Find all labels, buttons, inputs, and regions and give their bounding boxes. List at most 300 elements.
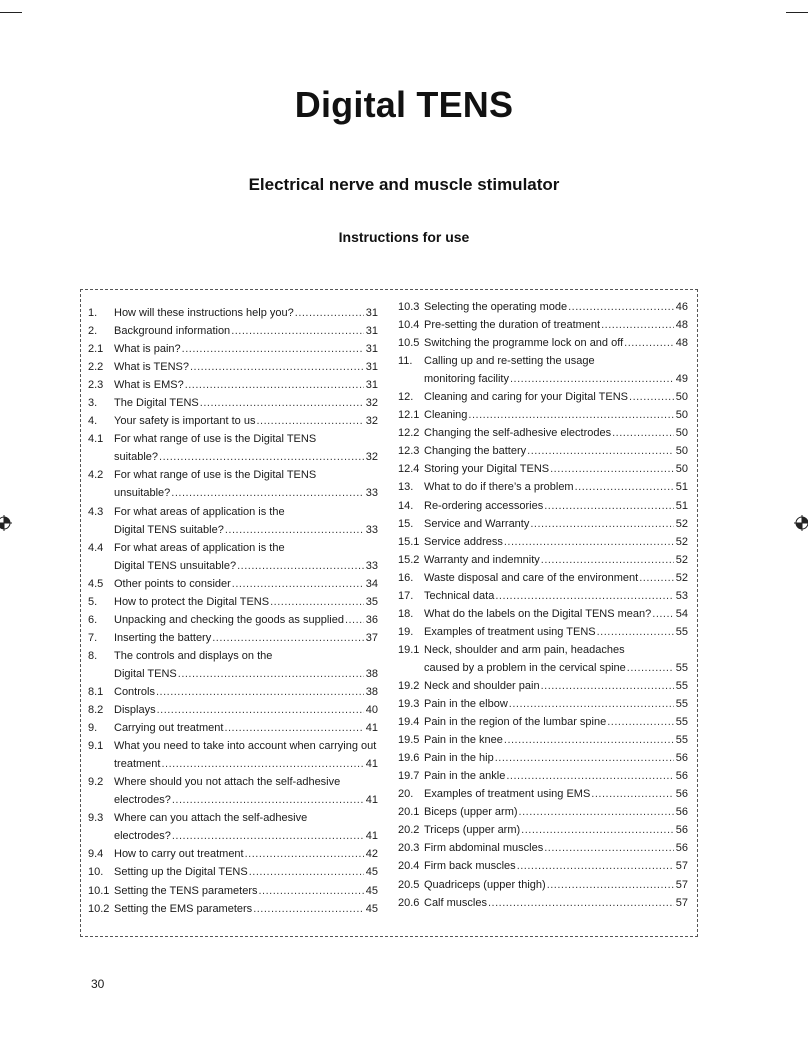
toc-leader-dots xyxy=(200,394,364,412)
toc-entry-number: 19.6 xyxy=(398,752,420,765)
toc-entry-page: 55 xyxy=(675,698,688,711)
toc-entry-title: Cleaning xyxy=(424,409,468,422)
toc-entry-page: 32 xyxy=(365,397,378,410)
toc-entry-page: 35 xyxy=(365,595,378,608)
toc-leader-dots xyxy=(544,497,674,515)
toc-entry-title: treatment xyxy=(114,758,161,771)
toc-entry xyxy=(88,701,378,719)
toc-leader-dots xyxy=(624,334,674,352)
toc-entry xyxy=(88,575,378,593)
toc-entry-page: 33 xyxy=(365,559,378,572)
toc-leader-dots xyxy=(541,677,674,695)
toc-entry-number: 12. xyxy=(398,391,414,404)
toc-entry-number: 20.4 xyxy=(398,860,420,873)
toc-entry-page: 31 xyxy=(365,325,378,338)
toc-entry-title: Selecting the operating mode xyxy=(424,301,568,313)
toc-entry-number: 10. xyxy=(88,866,104,879)
toc-entry xyxy=(398,767,688,785)
toc-entry-title: Unpacking and checking the goods as supplied xyxy=(114,613,344,626)
toc-entry xyxy=(88,845,378,863)
toc-entry-number: 20. xyxy=(398,788,414,801)
toc-entry-title: unsuitable? xyxy=(114,487,171,500)
toc-entry-page: 55 xyxy=(675,661,688,674)
toc-leader-dots xyxy=(258,882,363,900)
toc-entry-title: Pre-setting the duration of treatment xyxy=(424,319,601,332)
toc-entry-page: 37 xyxy=(365,631,378,644)
registration-mark-icon xyxy=(0,515,12,531)
toc-entry xyxy=(398,695,688,713)
toc-entry-title: Setting the TENS parameters xyxy=(114,884,258,897)
toc-entry-number: 10.2 xyxy=(88,902,110,915)
toc-entry xyxy=(398,713,688,731)
toc-entry xyxy=(398,551,688,569)
toc-entry-title: Pain in the ankle xyxy=(424,770,506,783)
toc-entry xyxy=(88,376,378,394)
crop-mark-top-right xyxy=(786,12,808,13)
toc-entry-number: 20.6 xyxy=(398,896,420,909)
toc-leader-dots xyxy=(504,533,674,551)
toc-entry-page: 38 xyxy=(365,667,378,680)
toc-entry xyxy=(88,629,378,647)
toc-entry-page: 50 xyxy=(675,427,688,440)
toc-entry-title: Setting up the Digital TENS xyxy=(114,866,248,879)
toc-entry-number: 4.4 xyxy=(88,541,104,554)
toc-leader-dots xyxy=(172,791,364,809)
toc-leader-dots xyxy=(237,557,364,575)
toc-entry-title: suitable? xyxy=(114,451,159,464)
toc-leader-dots xyxy=(249,863,364,881)
toc-entry-title: What is EMS? xyxy=(114,379,184,392)
toc-entry xyxy=(398,821,688,839)
toc-entry-page: 41 xyxy=(365,722,378,735)
toc-column-left xyxy=(88,304,378,918)
toc-entry-number: 8.2 xyxy=(88,704,104,717)
toc-entry-title: Digital TENS unsuitable? xyxy=(114,559,237,572)
toc-entry-title: How will these instructions help you? xyxy=(114,307,294,319)
toc-entry xyxy=(398,857,688,875)
toc-entry-number: 2. xyxy=(88,325,98,338)
toc-entry-title: electrodes? xyxy=(114,794,171,807)
toc-entry-title: For what range of use is the Digital TENS xyxy=(114,433,317,446)
toc-entry xyxy=(398,641,688,677)
toc-entry xyxy=(398,876,688,894)
toc-entry-number: 14. xyxy=(398,499,414,512)
toc-entry xyxy=(88,809,378,845)
toc-leader-dots xyxy=(495,749,674,767)
toc-entry-page: 45 xyxy=(365,884,378,897)
toc-entry xyxy=(88,719,378,737)
toc-entry-title: Re-ordering accessories xyxy=(424,499,544,512)
toc-leader-dots xyxy=(190,358,364,376)
toc-entry-title: Service address xyxy=(424,535,503,548)
toc-entry-title: Neck, shoulder and arm pain, headaches xyxy=(424,643,625,656)
toc-entry-title: What do the labels on the Digital TENS mean? xyxy=(424,607,652,620)
toc-entry xyxy=(398,623,688,641)
toc-entry-page: 55 xyxy=(675,716,688,729)
toc-entry-title: How to protect the Digital TENS xyxy=(114,595,270,608)
toc-entry-number: 4.2 xyxy=(88,469,104,482)
toc-leader-dots xyxy=(212,629,364,647)
toc-entry-title: For what areas of application is the xyxy=(114,541,285,554)
toc-entry xyxy=(398,515,688,533)
toc-leader-dots xyxy=(652,605,673,623)
toc-entry-number: 2.2 xyxy=(88,361,104,374)
toc-entry xyxy=(398,497,688,515)
toc-entry-title: Your safety is important to us xyxy=(114,415,256,428)
toc-entry-number: 4.1 xyxy=(88,433,104,446)
toc-entry xyxy=(88,340,378,358)
toc-entry-page: 50 xyxy=(675,463,688,476)
toc-entry-title: Pain in the elbow xyxy=(424,698,508,711)
toc-entry-page: 56 xyxy=(675,806,688,819)
document-subtitle: Electrical nerve and muscle stimulator xyxy=(248,175,560,194)
toc-entry-page: 41 xyxy=(365,794,378,807)
toc-entry-number: 20.5 xyxy=(398,878,420,891)
toc-entry-number: 4.5 xyxy=(88,577,104,590)
toc-entry-page: 56 xyxy=(675,824,688,837)
toc-entry-number: 19.3 xyxy=(398,698,420,711)
toc-leader-dots xyxy=(597,623,674,641)
toc-leader-dots xyxy=(527,442,674,460)
toc-entry-number: 1. xyxy=(88,307,98,319)
toc-entry-number: 8.1 xyxy=(88,685,104,698)
toc-leader-dots xyxy=(224,719,363,737)
toc-entry-number: 18. xyxy=(398,607,414,620)
toc-entry-title: The Digital TENS xyxy=(114,397,199,410)
toc-entry-page: 32 xyxy=(365,415,378,428)
toc-entry xyxy=(88,394,378,412)
toc-entry-title: The controls and displays on the xyxy=(114,649,273,662)
toc-leader-dots xyxy=(182,340,364,358)
toc-entry-page: 38 xyxy=(365,685,378,698)
toc-entry xyxy=(398,352,688,388)
toc-entry-number: 20.2 xyxy=(398,824,420,837)
toc-leader-dots xyxy=(530,515,673,533)
toc-entry-page: 41 xyxy=(365,758,378,771)
toc-entry-title: monitoring facility xyxy=(424,373,509,386)
toc-entry-page: 56 xyxy=(675,770,688,783)
page-number: 30 xyxy=(91,977,105,991)
toc-entry-page: 33 xyxy=(365,487,378,500)
toc-entry-page: 45 xyxy=(365,902,378,915)
toc-leader-dots xyxy=(510,370,674,388)
toc-entry-number: 10.5 xyxy=(398,337,420,350)
toc-entry-number: 11. xyxy=(398,355,413,368)
toc-entry-page: 51 xyxy=(675,481,688,494)
toc-entry-title: Firm abdominal muscles xyxy=(424,842,544,855)
toc-entry-number: 9.4 xyxy=(88,848,104,861)
toc-entry xyxy=(88,863,378,881)
toc-entry-number: 9.3 xyxy=(88,812,104,825)
toc-entry-number: 8. xyxy=(88,649,98,662)
toc-entry xyxy=(398,388,688,406)
toc-entry-title: Firm back muscles xyxy=(424,860,516,873)
toc-leader-dots xyxy=(495,587,673,605)
toc-entry-page: 31 xyxy=(365,361,378,374)
toc-entry-number: 15.2 xyxy=(398,553,420,566)
toc-entry xyxy=(398,334,688,352)
toc-entry-title: What to do if there’s a problem xyxy=(424,481,574,494)
toc-entry xyxy=(398,316,688,334)
toc-entry-number: 15.1 xyxy=(398,535,420,548)
toc-entry xyxy=(88,647,378,683)
toc-leader-dots xyxy=(575,478,674,496)
toc-entry xyxy=(398,605,688,623)
toc-entry-page: 48 xyxy=(675,337,688,350)
toc-leader-dots xyxy=(601,316,674,334)
toc-entry-number: 10.1 xyxy=(88,884,110,897)
toc-entry xyxy=(398,894,688,912)
toc-entry-title: Waste disposal and care of the environment xyxy=(424,571,639,584)
toc-entry-title: Switching the programme lock on and off xyxy=(424,337,624,350)
toc-entry xyxy=(398,442,688,460)
toc-leader-dots xyxy=(506,767,673,785)
toc-entry-number: 9.1 xyxy=(88,740,104,753)
toc-leader-dots xyxy=(185,376,364,394)
toc-entry-page: 49 xyxy=(675,373,688,386)
toc-entry-number: 10.4 xyxy=(398,319,420,332)
toc-entry-number: 12.2 xyxy=(398,427,420,440)
toc-entry-title: How to carry out treatment xyxy=(114,848,244,861)
toc-entry-page: 53 xyxy=(675,589,688,602)
toc-entry-title: Technical data xyxy=(424,589,495,602)
toc-leader-dots xyxy=(607,713,674,731)
toc-entry xyxy=(398,298,688,316)
toc-entry-title: Digital TENS xyxy=(114,667,177,680)
toc-entry-number: 6. xyxy=(88,613,98,626)
toc-leader-dots xyxy=(225,521,364,539)
crop-mark-top-left xyxy=(0,12,22,13)
toc-leader-dots xyxy=(541,551,674,569)
toc-leader-dots xyxy=(157,701,364,719)
toc-entry-title: For what areas of application is the xyxy=(114,505,285,518)
toc-leader-dots xyxy=(172,827,364,845)
toc-entry-title: Pain in the hip xyxy=(424,752,494,765)
toc-entry-page: 50 xyxy=(675,409,688,422)
toc-entry-title: Service and Warranty xyxy=(424,517,530,530)
toc-entry-page: 52 xyxy=(675,517,688,530)
toc-leader-dots xyxy=(639,569,674,587)
toc-entry-number: 19.2 xyxy=(398,679,420,692)
toc-entry-number: 12.4 xyxy=(398,463,420,476)
toc-entry xyxy=(88,539,378,575)
toc-leader-dots xyxy=(468,406,673,424)
toc-entry-number: 10.3 xyxy=(398,301,420,313)
toc-entry xyxy=(398,424,688,442)
toc-entry-number: 19. xyxy=(398,625,414,638)
toc-entry xyxy=(398,569,688,587)
toc-entry-page: 45 xyxy=(365,866,378,879)
toc-entry-number: 16. xyxy=(398,571,414,584)
toc-entry xyxy=(88,466,378,502)
toc-entry-title: Carrying out treatment xyxy=(114,722,224,735)
toc-entry xyxy=(88,900,378,918)
toc-entry-title: What is TENS? xyxy=(114,361,189,374)
toc-entry-number: 4.3 xyxy=(88,505,104,518)
toc-entry-number: 12.1 xyxy=(398,409,420,422)
toc-entry-page: 48 xyxy=(675,319,688,332)
toc-entry-title: Controls xyxy=(114,685,155,698)
toc-entry-title: electrodes? xyxy=(114,830,171,843)
toc-entry-number: 4. xyxy=(88,415,98,428)
toc-entry-page: 31 xyxy=(365,307,378,319)
toc-entry-page: 40 xyxy=(365,704,378,717)
toc-entry xyxy=(88,304,378,322)
toc-leader-dots xyxy=(171,484,363,502)
toc-entry-page: 31 xyxy=(365,343,378,356)
toc-entry-title: Changing the battery xyxy=(424,445,527,458)
toc-entry-page: 42 xyxy=(365,848,378,861)
toc-entry-title: Triceps (upper arm) xyxy=(424,824,521,837)
toc-leader-dots xyxy=(345,611,364,629)
toc-entry xyxy=(88,773,378,809)
toc-entry-page: 56 xyxy=(675,788,688,801)
toc-leader-dots xyxy=(550,460,674,478)
toc-entry-page: 34 xyxy=(365,577,378,590)
toc-entry-page: 31 xyxy=(365,379,378,392)
toc-entry-page: 32 xyxy=(365,451,378,464)
toc-entry xyxy=(398,587,688,605)
toc-entry-number: 20.1 xyxy=(398,806,420,819)
toc-leader-dots xyxy=(629,388,674,406)
toc-entry xyxy=(88,412,378,430)
toc-entry-title: Cleaning and caring for your Digital TENS xyxy=(424,391,629,404)
toc-leader-dots xyxy=(231,322,364,340)
toc-entry-title: Displays xyxy=(114,704,156,717)
toc-entry-title: Changing the self-adhesive electrodes xyxy=(424,427,612,440)
toc-entry-title: Pain in the region of the lumbar spine xyxy=(424,716,607,729)
toc-leader-dots xyxy=(509,695,674,713)
toc-entry-page: 36 xyxy=(365,613,378,626)
toc-leader-dots xyxy=(612,424,674,442)
toc-entry xyxy=(398,749,688,767)
toc-entry-title: Setting the EMS parameters xyxy=(114,902,253,915)
toc-leader-dots xyxy=(627,659,674,677)
toc-leader-dots xyxy=(591,785,673,803)
toc-entry-title: Pain in the knee xyxy=(424,734,503,747)
toc-entry-number: 3. xyxy=(88,397,98,410)
toc-entry-number: 19.1 xyxy=(398,643,420,656)
toc-entry xyxy=(398,478,688,496)
toc-entry-page: 57 xyxy=(675,878,688,891)
toc-leader-dots xyxy=(517,857,674,875)
toc-entry-title: Digital TENS suitable? xyxy=(114,523,224,536)
toc-leader-dots xyxy=(256,412,363,430)
toc-entry-number: 12.3 xyxy=(398,445,420,458)
toc-entry-title: Calf muscles xyxy=(424,896,487,909)
toc-entry-page: 56 xyxy=(675,752,688,765)
toc-entry-number: 20.3 xyxy=(398,842,420,855)
toc-entry-page: 57 xyxy=(675,896,688,909)
toc-leader-dots xyxy=(568,298,674,316)
toc-entry-title: What is pain? xyxy=(114,343,181,356)
toc-entry-number: 19.7 xyxy=(398,770,420,783)
toc-entry-number: 15. xyxy=(398,517,414,530)
registration-mark-icon xyxy=(794,515,808,531)
toc-entry-title: Other points to consider xyxy=(114,577,231,590)
toc-entry-title: Warranty and indemnity xyxy=(424,553,540,566)
toc-entry-title: Calling up and re-setting the usage xyxy=(424,355,595,368)
toc-entry xyxy=(88,358,378,376)
toc-entry xyxy=(88,322,378,340)
toc-leader-dots xyxy=(504,731,674,749)
toc-entry-page: 46 xyxy=(675,301,688,313)
toc-entry-page: 52 xyxy=(675,571,688,584)
toc-entry-number: 9.2 xyxy=(88,776,104,789)
toc-entry-page: 33 xyxy=(365,523,378,536)
toc-entry xyxy=(88,683,378,701)
toc-entry xyxy=(398,785,688,803)
toc-entry xyxy=(88,611,378,629)
toc-entry xyxy=(88,737,378,773)
toc-entry-title: What you need to take into account when carrying out xyxy=(114,740,377,753)
toc-leader-dots xyxy=(547,876,674,894)
toc-column-right xyxy=(398,298,688,912)
toc-entry xyxy=(398,406,688,424)
toc-leader-dots xyxy=(161,755,363,773)
toc-entry xyxy=(88,430,378,466)
toc-leader-dots xyxy=(270,593,364,611)
toc-entry-page: 55 xyxy=(675,734,688,747)
toc-entry xyxy=(88,882,378,900)
toc-entry xyxy=(398,803,688,821)
toc-leader-dots xyxy=(159,448,364,466)
toc-entry-page: 52 xyxy=(675,535,688,548)
toc-entry-title: Storing your Digital TENS xyxy=(424,463,550,476)
toc-entry-number: 19.5 xyxy=(398,734,420,747)
toc-entry-page: 51 xyxy=(675,499,688,512)
toc-leader-dots xyxy=(156,683,364,701)
toc-entry-title: Background information xyxy=(114,325,231,338)
toc-entry-number: 5. xyxy=(88,595,98,608)
toc-entry-title: Neck and shoulder pain xyxy=(424,679,540,692)
toc-entry-number: 2.3 xyxy=(88,379,104,392)
toc-leader-dots xyxy=(295,304,364,322)
toc-entry-title: Where can you attach the self-adhesive xyxy=(114,812,308,825)
toc-leader-dots xyxy=(488,894,674,912)
toc-entry xyxy=(398,533,688,551)
toc-entry-title: caused by a problem in the cervical spine xyxy=(424,661,626,674)
toc-leader-dots xyxy=(232,575,364,593)
toc-entry-page: 55 xyxy=(675,679,688,692)
toc-leader-dots xyxy=(253,900,364,918)
document-title: Digital TENS xyxy=(294,84,514,125)
toc-entry-page: 50 xyxy=(675,391,688,404)
toc-entry xyxy=(398,731,688,749)
toc-entry-title: Where should you not attach the self-adhesive xyxy=(114,776,341,789)
toc-entry-number: 19.4 xyxy=(398,716,420,729)
toc-entry-number: 17. xyxy=(398,589,414,602)
toc-entry xyxy=(398,677,688,695)
toc-entry xyxy=(398,839,688,857)
toc-leader-dots xyxy=(521,821,674,839)
toc-entry-title: Quadriceps (upper thigh) xyxy=(424,878,546,891)
toc-leader-dots xyxy=(544,839,674,857)
toc-entry-title: Examples of treatment using TENS xyxy=(424,625,596,638)
toc-entry-number: 13. xyxy=(398,481,414,494)
toc-entry-number: 7. xyxy=(88,631,98,644)
toc-entry-page: 52 xyxy=(675,553,688,566)
toc-entry-page: 56 xyxy=(675,842,688,855)
toc-entry-title: Inserting the battery xyxy=(114,631,212,644)
toc-entry xyxy=(398,460,688,478)
toc-entry-title: Biceps (upper arm) xyxy=(424,806,518,819)
toc-entry-page: 41 xyxy=(365,830,378,843)
toc-entry-page: 54 xyxy=(675,607,688,620)
toc-entry xyxy=(88,503,378,539)
document-subsubtitle: Instructions for use xyxy=(338,229,470,245)
toc-entry-page: 57 xyxy=(675,860,688,873)
